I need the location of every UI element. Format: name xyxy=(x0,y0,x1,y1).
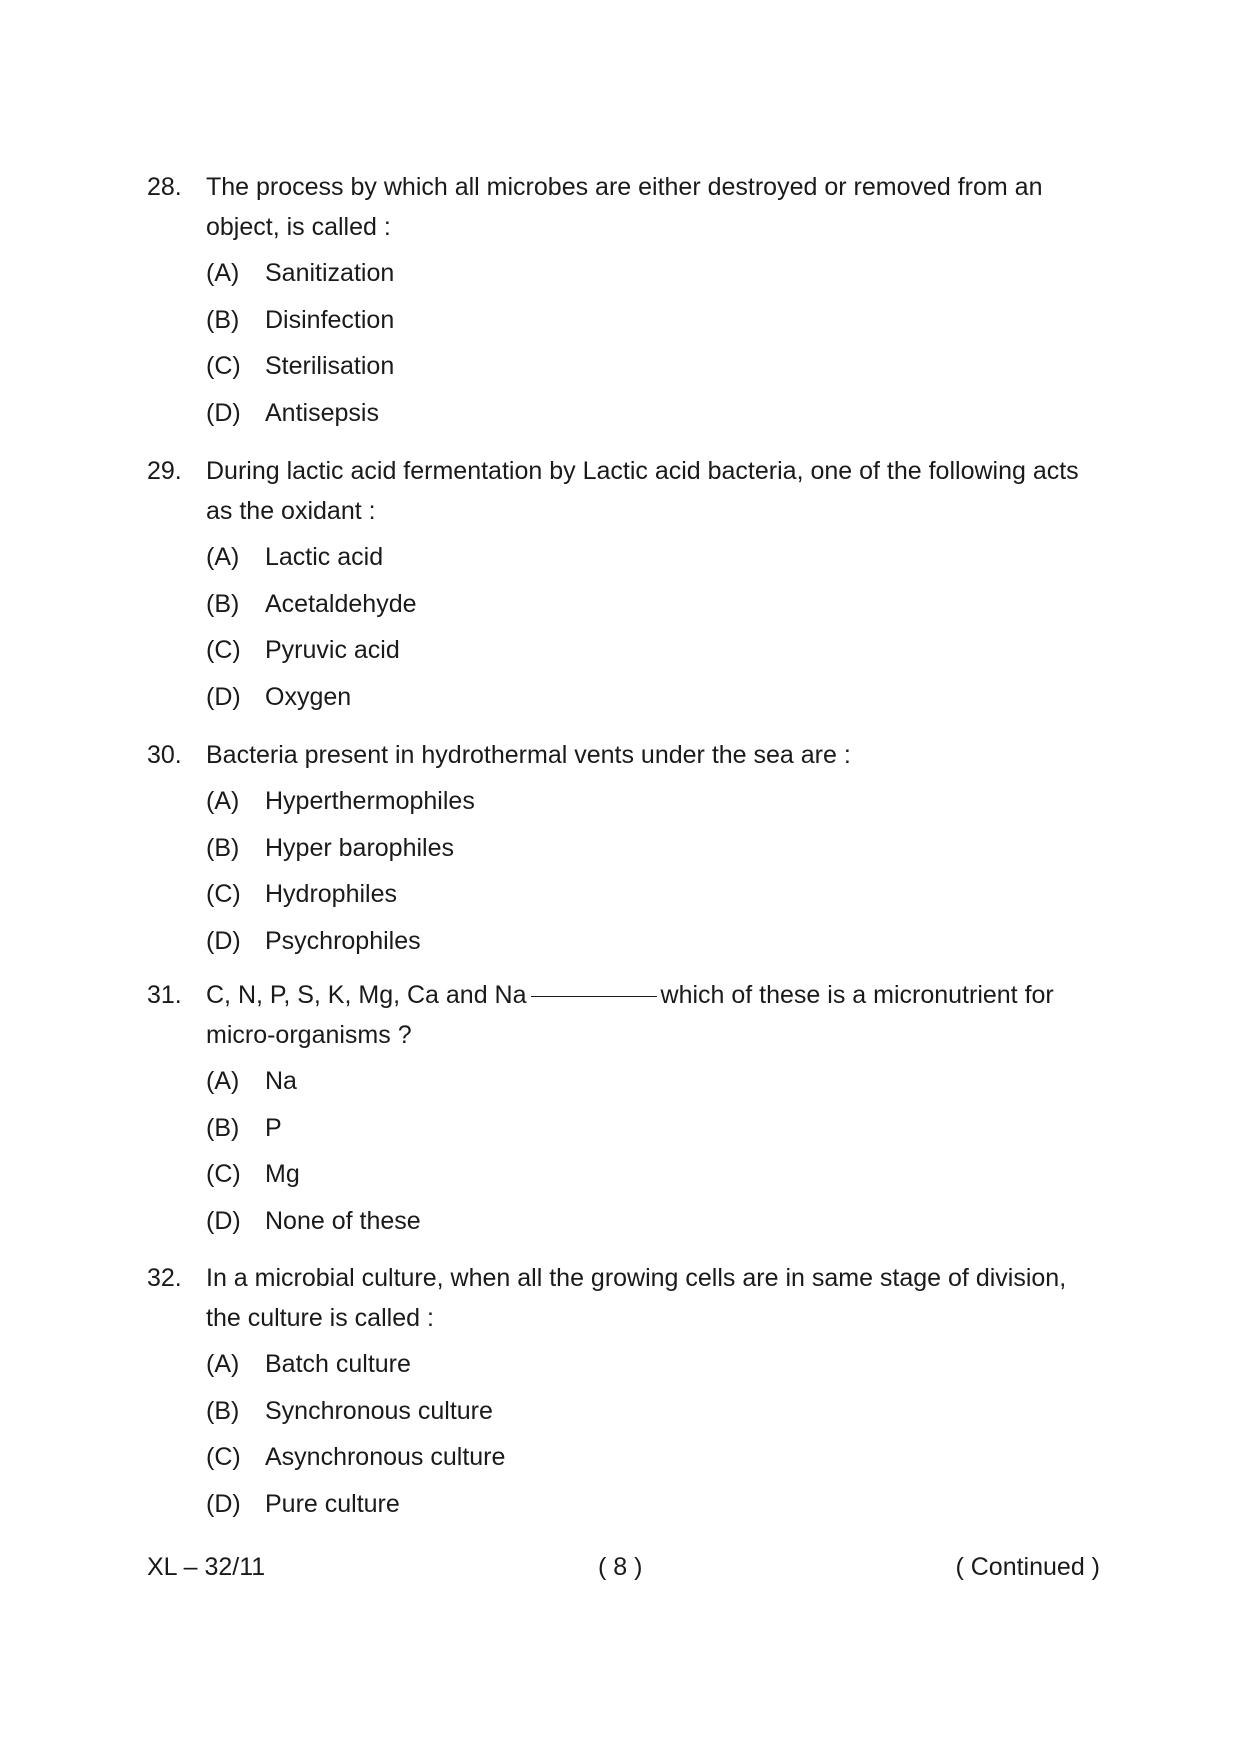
question-number: 29. xyxy=(147,457,182,485)
option-b xyxy=(206,584,1097,631)
question-text: In a microbial culture, when all the growing cells are in same stage of division, the culture is called : xyxy=(206,1264,1067,1332)
option-text: None of these xyxy=(265,1206,421,1235)
option-text: Sterilisation xyxy=(265,352,395,380)
question-text: The process by which all microbes are either destroyed or removed from an object, is called : xyxy=(206,173,1043,241)
option-text: Acetaldehyde xyxy=(265,589,417,618)
option-letter: (B) xyxy=(206,305,240,334)
option-text: Na xyxy=(265,1067,297,1095)
option-text: P xyxy=(265,1113,282,1142)
option-a xyxy=(206,1344,1097,1391)
option-letter: (D) xyxy=(206,1489,241,1518)
question-number: 28. xyxy=(147,173,182,201)
option-b xyxy=(206,1108,1097,1155)
option-letter: (A) xyxy=(206,259,240,287)
option-letter: (C) xyxy=(206,880,241,908)
option-c xyxy=(206,1154,1097,1201)
option-letter: (A) xyxy=(206,1067,240,1095)
option-a xyxy=(206,537,1097,584)
option-text: Oxygen xyxy=(265,682,352,711)
option-letter: (C) xyxy=(206,352,241,380)
option-d xyxy=(206,1201,1097,1248)
option-letter: (A) xyxy=(206,1350,240,1378)
option-letter: (B) xyxy=(206,1396,240,1425)
question-text-before-blank: C, N, P, S, K, Mg, Ca and Na xyxy=(206,981,527,1009)
fill-in-blank xyxy=(531,996,657,997)
option-text: Batch culture xyxy=(265,1350,411,1378)
option-letter: (D) xyxy=(206,1206,241,1235)
question-29 xyxy=(147,451,1097,723)
option-letter: (D) xyxy=(206,926,241,955)
option-b xyxy=(206,1391,1097,1438)
option-letter: (C) xyxy=(206,636,241,664)
option-text: Pure culture xyxy=(265,1489,400,1518)
option-a xyxy=(206,253,1097,300)
option-a xyxy=(206,781,1097,828)
question-30 xyxy=(147,735,1097,967)
option-letter: (C) xyxy=(206,1443,241,1471)
question-31 xyxy=(147,975,1097,1247)
option-text: Hyper barophiles xyxy=(265,833,454,862)
paper-code: XL – 32/11 xyxy=(147,1553,266,1581)
option-text: Lactic acid xyxy=(265,543,384,571)
option-list xyxy=(147,537,1097,723)
option-d xyxy=(206,921,1097,968)
option-b xyxy=(206,828,1097,875)
option-d xyxy=(206,393,1097,440)
question-32 xyxy=(147,1258,1097,1530)
option-c xyxy=(206,630,1097,677)
question-number: 32. xyxy=(147,1264,182,1292)
question-number: 31. xyxy=(147,981,182,1009)
option-c xyxy=(206,346,1097,393)
option-c xyxy=(206,874,1097,921)
option-letter: (B) xyxy=(206,833,240,862)
option-letter: (A) xyxy=(206,787,240,815)
question-28 xyxy=(147,167,1097,439)
option-letter: (A) xyxy=(206,543,240,571)
option-c xyxy=(206,1437,1097,1484)
option-text: Antisepsis xyxy=(265,398,379,427)
option-text: Sanitization xyxy=(265,259,395,287)
option-text: Mg xyxy=(265,1160,300,1188)
option-d xyxy=(206,1484,1097,1531)
option-a xyxy=(206,1061,1097,1108)
option-letter: (B) xyxy=(206,1113,240,1142)
option-list xyxy=(147,1061,1097,1247)
option-b xyxy=(206,300,1097,347)
option-text: Pyruvic acid xyxy=(265,636,400,664)
option-list xyxy=(147,1344,1097,1530)
option-letter: (D) xyxy=(206,398,241,427)
option-list xyxy=(147,253,1097,439)
option-text: Hyperthermophiles xyxy=(265,787,475,815)
option-d xyxy=(206,677,1097,724)
option-letter: (C) xyxy=(206,1160,241,1188)
question-text xyxy=(206,975,1097,1055)
question-number: 30. xyxy=(147,741,182,769)
option-letter: (B) xyxy=(206,589,240,618)
option-text: Psychrophiles xyxy=(265,926,421,955)
continued-label: ( Continued ) xyxy=(955,1553,1100,1581)
page-footer xyxy=(147,1547,1100,1587)
option-text: Hydrophiles xyxy=(265,880,398,908)
option-list xyxy=(147,781,1097,967)
question-text: Bacteria present in hydrothermal vents under the sea are : xyxy=(206,741,851,769)
option-text: Asynchronous culture xyxy=(265,1443,506,1471)
option-text: Disinfection xyxy=(265,305,395,334)
question-text: During lactic acid fermentation by Lactic acid bacteria, one of the following acts as the oxidant : xyxy=(206,457,1079,525)
question-text-after-blank: which of these is a micronutrient for micro-organisms ? xyxy=(206,981,1054,1049)
option-text: Synchronous culture xyxy=(265,1396,493,1425)
option-letter: (D) xyxy=(206,682,241,711)
page-number: ( 8 ) xyxy=(598,1553,643,1581)
